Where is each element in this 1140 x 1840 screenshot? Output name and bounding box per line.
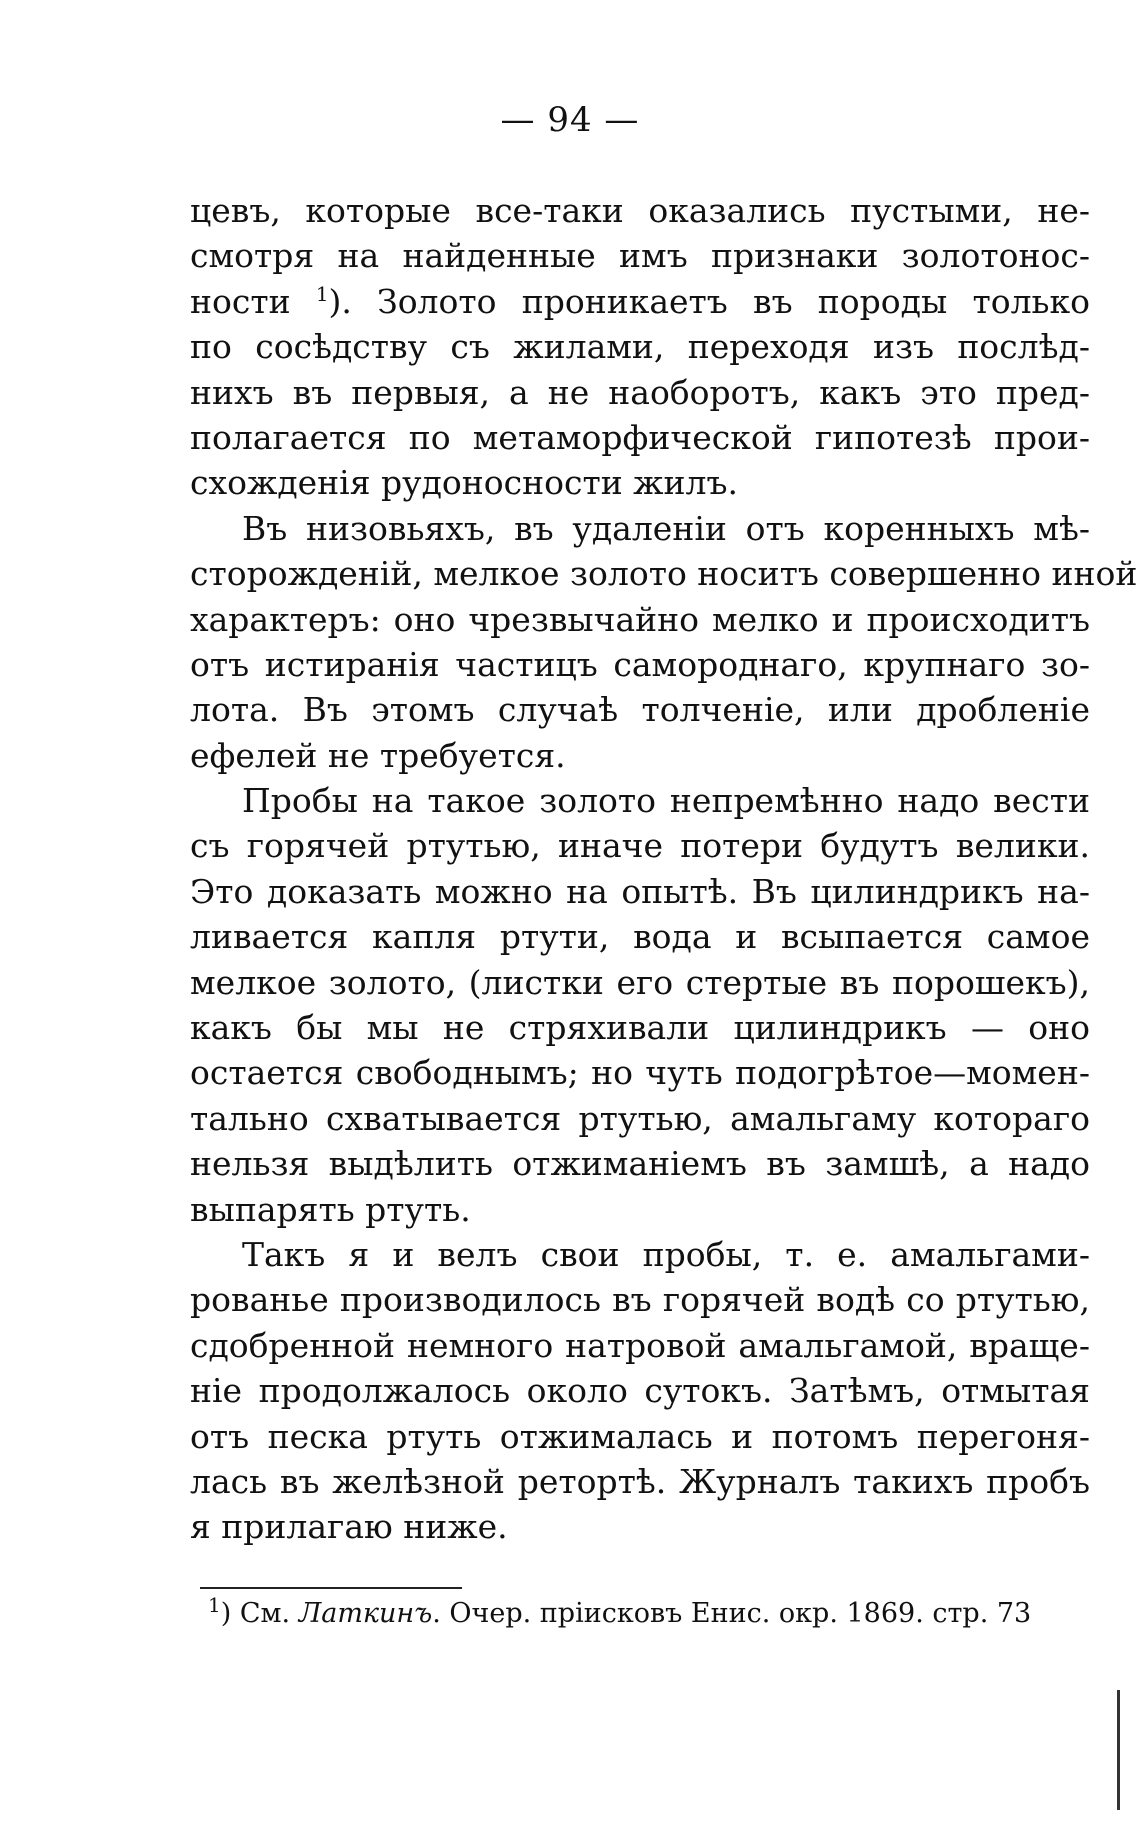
text-line: по сосѣдству съ жилами, переходя изъ послѣд-	[190, 327, 1090, 367]
text-line: какъ бы мы не стряхивали цилиндрикъ — оно	[190, 1008, 1090, 1048]
text-line: мелкое золото, (листки его стертые въ порошекъ),	[190, 962, 1090, 1002]
text-line: смотря на найденные имъ признаки золотонос-	[190, 236, 1090, 276]
paragraph-1	[190, 188, 1090, 506]
footnote-author: Латкинъ	[298, 1598, 433, 1629]
text-line: лась въ желѣзной ретортѣ. Журналъ такихъ пробъ	[190, 1461, 1090, 1501]
text-line: Въ низовьяхъ, въ удаленіи отъ коренныхъ мѣ-	[242, 508, 1090, 548]
text-line: тально схватывается ртутью, амальгаму котораго	[190, 1098, 1090, 1138]
footnote-prefix: ) См.	[220, 1598, 299, 1629]
text-line: Это доказать можно на опытѣ. Въ цилиндрикъ на-	[190, 871, 1090, 911]
text-line: ефелей не требуется.	[190, 735, 566, 775]
footnote	[208, 1594, 1031, 1634]
paragraph-4	[190, 1232, 1090, 1550]
text-line: съ горячей ртутью, иначе потери будутъ велики.	[190, 826, 1090, 866]
footnote-divider	[200, 1587, 462, 1589]
text-line: ніе продолжалось около сутокъ. Затѣмъ, отмытая	[190, 1371, 1090, 1411]
paragraph-2	[190, 506, 1138, 778]
text-line: нихъ въ первыя, а не наоборотъ, какъ это пред-	[190, 372, 1090, 412]
footnote-reference: 1	[315, 281, 329, 306]
text-line: цевъ, которые все-таки оказались пустыми, не-	[190, 191, 1090, 230]
text-line: Такъ я и велъ свои пробы, т. е. амальгами-	[242, 1234, 1090, 1274]
text-line-with-note	[190, 279, 1090, 324]
text-fragment: ности	[190, 281, 316, 321]
text-line: сторожденій, мелкое золото носитъ совершенно иной	[190, 554, 1138, 594]
text-line: я прилагаю ниже.	[190, 1507, 508, 1547]
text-line: сдобренной немного натровой амальгамой, враще-	[190, 1325, 1090, 1365]
footnote-mark: 1	[208, 1593, 221, 1617]
text-line: нельзя выдѣлить отжиманіемъ въ замшѣ, а надо	[190, 1144, 1090, 1184]
text-line: рованье производилось въ горячей водѣ со ртутью,	[190, 1280, 1090, 1320]
scan-edge-mark	[1117, 1690, 1120, 1810]
text-line: характеръ: оно чрезвычайно мелко и происходитъ	[190, 599, 1090, 639]
page-number: — 94 —	[500, 100, 640, 140]
text-line: схожденія рудоносности жилъ.	[190, 463, 738, 503]
body-text	[190, 188, 1138, 1550]
paragraph-3	[190, 778, 1090, 1232]
text-line: ливается капля ртути, вода и всыпается самое	[190, 917, 1090, 957]
text-line: отъ песка ртуть отжималась и потомъ перегоня-	[190, 1416, 1090, 1456]
text-line: лота. Въ этомъ случаѣ толченіе, или дробленіе	[190, 690, 1090, 730]
text-line: Пробы на такое золото непремѣнно надо вести	[242, 781, 1090, 821]
text-line: остается свободнымъ; но чуть подогрѣтое—момен-	[190, 1053, 1090, 1093]
text-line: полагается по метаморфической гипотезѣ прои-	[190, 417, 1090, 457]
text-fragment: ). Золото проникаетъ въ породы только	[328, 281, 1090, 321]
footnote-citation: . Очер. пріисковъ Енис. окр. 1869. стр. 73	[432, 1598, 1032, 1629]
text-line: выпарять ртуть.	[190, 1189, 471, 1229]
text-line: отъ истиранія частицъ самороднаго, крупнаго зо-	[190, 644, 1090, 684]
